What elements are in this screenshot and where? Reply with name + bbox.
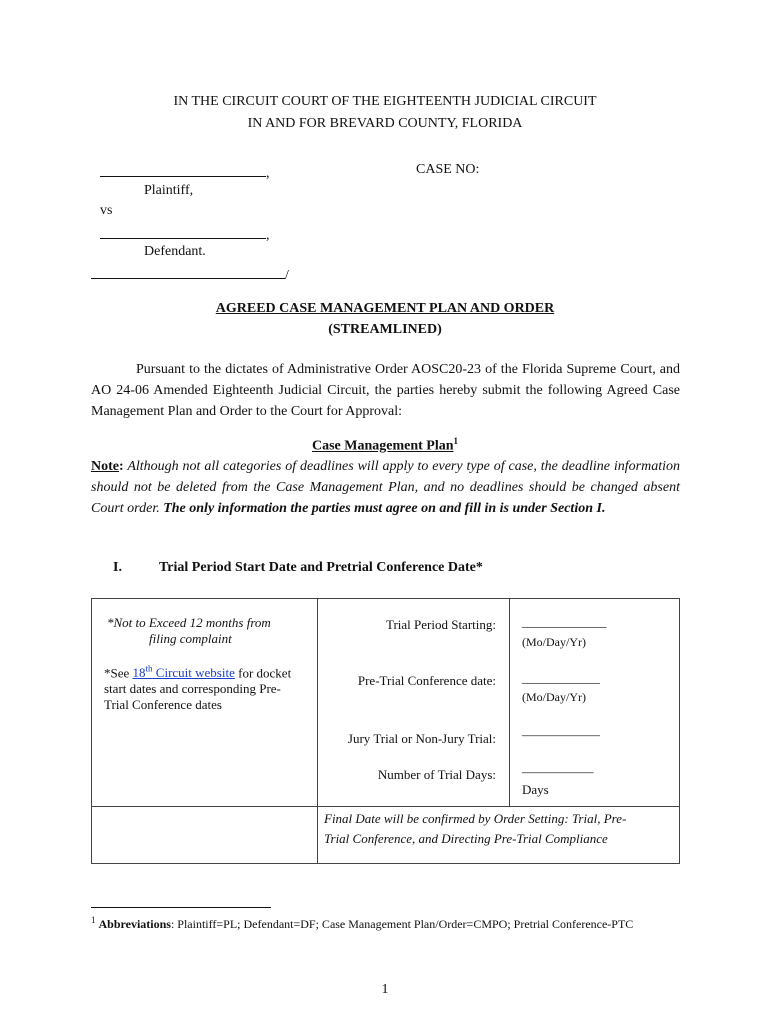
left-note-1-line-1: *Not to Exceed 12 months from xyxy=(107,615,271,630)
trial-period-start-hint: (Mo/Day/Yr) xyxy=(522,635,586,649)
left-note-2-line-2: start dates and corresponding Pre- xyxy=(104,681,281,696)
number-of-trial-days-field[interactable]: –————— xyxy=(522,764,594,779)
defendant-name-blank[interactable]: , xyxy=(100,224,270,244)
note-emphasis: The only information the parties must agree on and fill in is under Section I. xyxy=(163,501,606,516)
note-paragraph: Note: Although not all categories of deadlines will apply to every type of case, the deadline information should not be deleted from the Case Management Plan, and no deadlines should be changed absent Court order. The only information the parties must agree on and fill in is under Section I. xyxy=(91,459,680,516)
pretrial-conference-date-field[interactable]: ____________ xyxy=(522,670,600,685)
pretrial-conference-date-hint: (Mo/Day/Yr) xyxy=(522,690,586,704)
plaintiff-name-blank[interactable]: , xyxy=(100,162,270,182)
footnote-number: 1 xyxy=(91,915,96,925)
jury-trial-label: Jury Trial or Non-Jury Trial: xyxy=(347,731,496,746)
section-1-number: I. xyxy=(113,560,122,575)
footnote-label: Abbreviations xyxy=(98,917,171,931)
note-label: Note xyxy=(91,459,119,474)
footnote-separator xyxy=(91,907,271,908)
left-note-1-line-2: filing complaint xyxy=(149,631,232,646)
plaintiff-label: Plaintiff, xyxy=(144,183,194,198)
court-header-line-1: IN THE CIRCUIT COURT OF THE EIGHTEENTH JUDICIAL CIRCUIT xyxy=(173,94,597,109)
page-number: 1 xyxy=(381,982,389,997)
circuit-website-link[interactable]: 18th Circuit website xyxy=(132,664,235,681)
note-text: Although not all categories of deadlines will apply to every type of case, the deadline information should not be deleted from the Case Management Plan, and no deadlines should be changed absent Court order. xyxy=(91,459,680,516)
number-of-trial-days-label: Number of Trial Days: xyxy=(377,767,496,782)
left-note-2-line-1: *See 18th Circuit website for docket xyxy=(104,664,292,681)
plan-heading: Case Management Plan$^1$ xyxy=(311,436,459,454)
footnote-text: : Plaintiff=PL; Defendant=DF; Case Management Plan/Order=CMPO; Pretrial Conference-PTC xyxy=(170,917,634,931)
intro-paragraph: Pursuant to the dictates of Administrative Order AOSC20-23 of the Florida Supreme Court, and AO 24-06 Amended Eighteenth Judicial Circuit, the parties hereby submit the following Agreed Case Management Plan and Order to the Court for Approval: xyxy=(91,362,680,419)
caption-closing-line: / xyxy=(91,264,289,284)
defendant-label: Defendant. xyxy=(144,244,206,259)
footnote-ref: 1 xyxy=(453,436,459,446)
section-1-title: Trial Period Start Date and Pretrial Conference Date* xyxy=(159,560,483,575)
final-note-line-2: Trial Conference, and Directing Pre-Trial Compliance xyxy=(324,831,608,846)
case-no-label: CASE NO: xyxy=(416,162,480,177)
footnote xyxy=(91,915,633,932)
document-subtitle: (STREAMLINED) xyxy=(328,322,442,337)
table-bottom-left-cell xyxy=(91,806,318,864)
vs-label: vs xyxy=(100,203,113,218)
trial-days-unit: Days xyxy=(522,782,549,797)
trial-period-start-label: Trial Period Starting: xyxy=(385,617,496,632)
trial-period-start-field[interactable]: _____________ xyxy=(522,614,607,629)
court-header-line-2: IN AND FOR BREVARD COUNTY, FLORIDA xyxy=(247,116,523,131)
final-note-line-1: Final Date will be confirmed by Order Setting: Trial, Pre- xyxy=(324,811,627,826)
document-title: AGREED CASE MANAGEMENT PLAN AND ORDER xyxy=(215,301,555,316)
jury-trial-field[interactable]: —————— xyxy=(522,727,600,742)
pretrial-conference-date-label: Pre-Trial Conference date: xyxy=(357,673,496,688)
left-note-2-line-3: Trial Conference dates xyxy=(104,697,222,712)
